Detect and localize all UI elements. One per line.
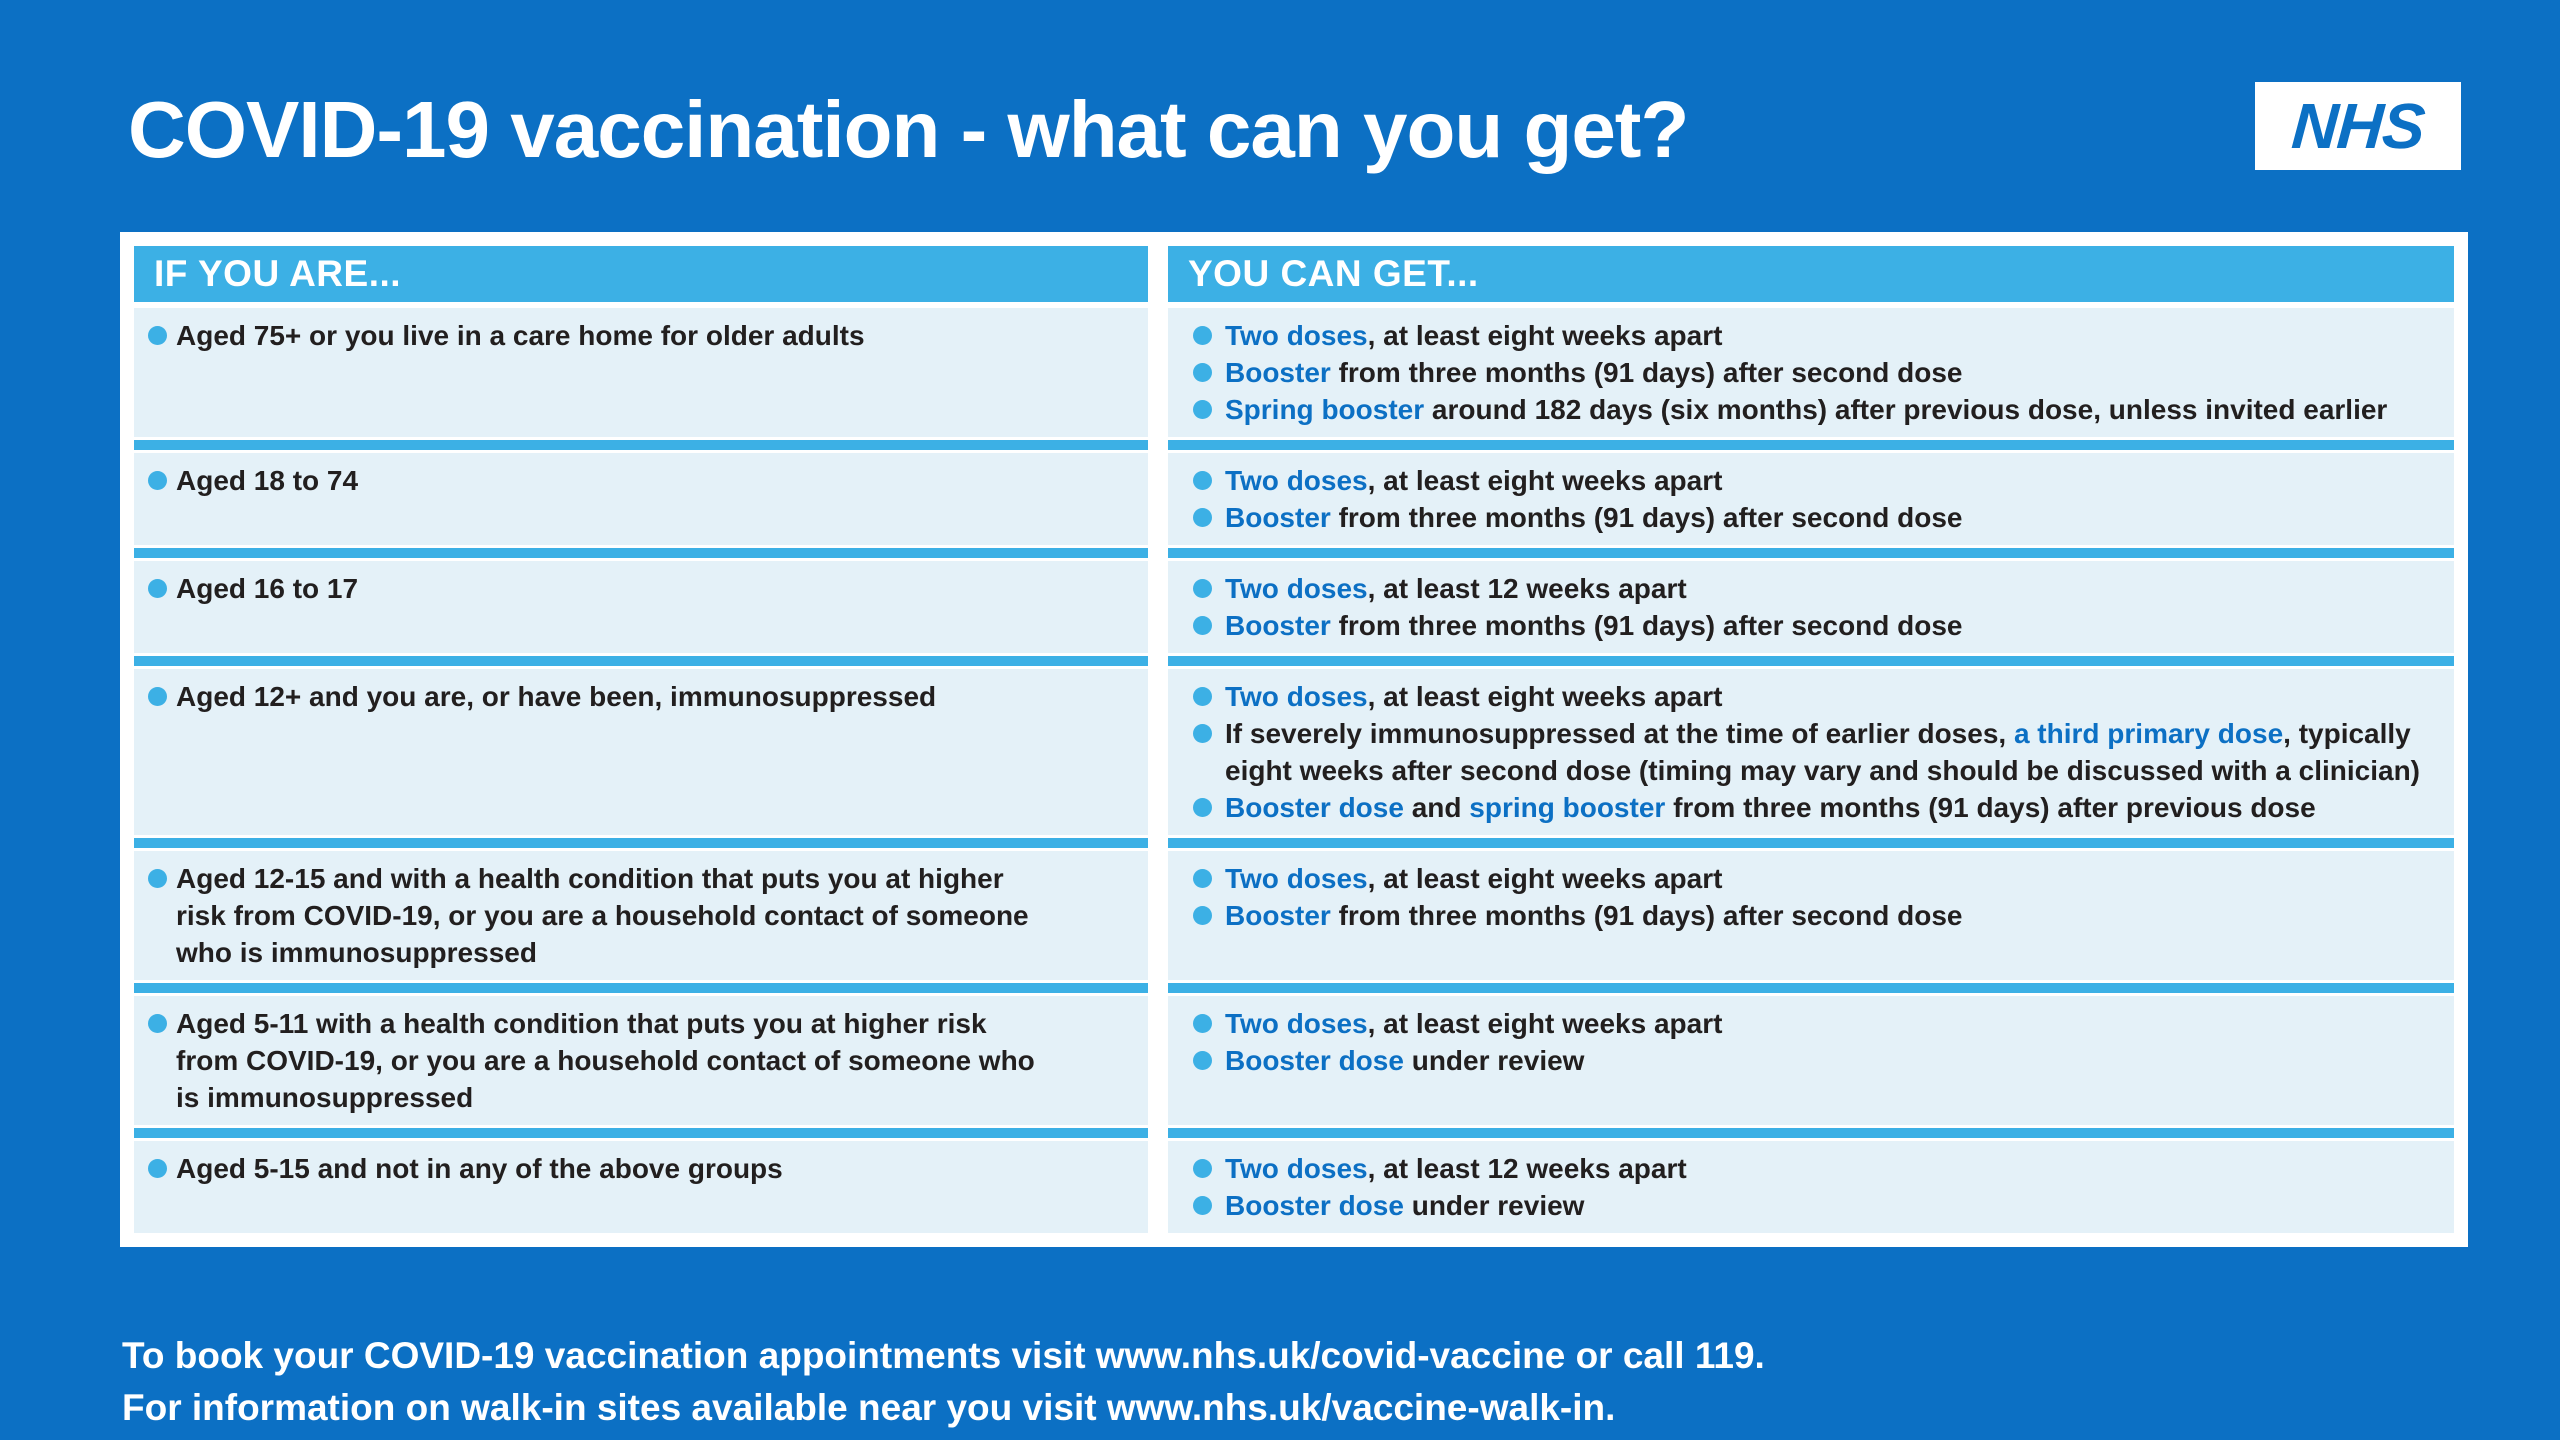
- if-you-are-list: [134, 570, 1132, 607]
- body-text: from three months (91 days) after second dose: [1330, 900, 1963, 931]
- separator-bar: [134, 656, 1148, 666]
- you-can-get-item: [1168, 1005, 2420, 1042]
- body-text: , at least eight weeks apart: [1367, 681, 1723, 712]
- highlight-text: Booster dose: [1225, 1190, 1404, 1221]
- you-can-get-item: [1168, 570, 2420, 607]
- body-text: from three months (91 days) after second dose: [1330, 502, 1963, 533]
- bullet-icon: [148, 1014, 167, 1033]
- highlight-text: Booster dose: [1225, 792, 1404, 823]
- if-you-are-list: [134, 1005, 1132, 1116]
- row-separator: [134, 653, 2454, 669]
- row-separator: [134, 980, 2454, 996]
- cell-if-you-are: [134, 669, 1148, 835]
- highlight-text: Booster: [1225, 357, 1331, 388]
- if-you-are-item: [134, 462, 1056, 499]
- bullet-icon: [1193, 579, 1212, 598]
- highlight-text: Two doses: [1225, 863, 1368, 894]
- you-can-get-list: [1168, 1150, 2438, 1224]
- table-row: [134, 996, 2454, 1125]
- if-you-are-text: Aged 16 to 17: [176, 573, 359, 604]
- separator-bar: [1168, 838, 2454, 848]
- highlight-text: Spring booster: [1225, 394, 1425, 425]
- body-text: , typically eight weeks after second dose (timing may vary and should be discussed with a clinician): [1225, 718, 2420, 786]
- you-can-get-item: [1168, 1042, 2420, 1079]
- highlight-text: Two doses: [1225, 1008, 1368, 1039]
- highlight-text: Two doses: [1225, 1153, 1368, 1184]
- you-can-get-item: [1168, 715, 2420, 789]
- bullet-icon: [148, 687, 167, 706]
- highlight-text: Booster: [1225, 900, 1331, 931]
- if-you-are-list: [134, 317, 1132, 354]
- cell-if-you-are: [134, 453, 1148, 545]
- bullet-icon: [1193, 1014, 1212, 1033]
- nhs-logo: [2255, 82, 2461, 170]
- column-header-if-you-are: IF YOU ARE...: [134, 246, 1148, 302]
- separator-bar: [134, 548, 1148, 558]
- cell-you-can-get: [1168, 996, 2454, 1125]
- separator-bar: [134, 983, 1148, 993]
- you-can-get-list: [1168, 317, 2438, 428]
- if-you-are-list: [134, 1150, 1132, 1187]
- if-you-are-text: Aged 12-15 and with a health condition that puts you at higher risk from COVID-19, or you are a household contact of someone who is immunosuppressed: [176, 863, 1029, 968]
- you-can-get-list: [1168, 462, 2438, 536]
- separator-bar: [134, 440, 1148, 450]
- column-header-you-can-get: YOU CAN GET...: [1168, 246, 2454, 302]
- bullet-icon: [1193, 724, 1212, 743]
- separator-bar: [134, 1128, 1148, 1138]
- if-you-are-text: Aged 75+ or you live in a care home for older adults: [176, 320, 865, 351]
- if-you-are-item: [134, 570, 1056, 607]
- table-row: [134, 1141, 2454, 1233]
- cell-you-can-get: [1168, 561, 2454, 653]
- if-you-are-item: [134, 1005, 1056, 1116]
- you-can-get-item: [1168, 789, 2420, 826]
- body-text: , at least eight weeks apart: [1367, 1008, 1723, 1039]
- highlight-text: Two doses: [1225, 573, 1368, 604]
- bullet-icon: [1193, 906, 1212, 925]
- you-can-get-item: [1168, 462, 2420, 499]
- cell-if-you-are: [134, 1141, 1148, 1233]
- highlight-text: Booster: [1225, 610, 1331, 641]
- if-you-are-list: [134, 860, 1132, 971]
- bullet-icon: [148, 579, 167, 598]
- body-text: , at least eight weeks apart: [1367, 320, 1723, 351]
- cell-if-you-are: [134, 851, 1148, 980]
- you-can-get-item: [1168, 499, 2420, 536]
- body-text: , at least eight weeks apart: [1367, 863, 1723, 894]
- row-separator: [134, 1125, 2454, 1141]
- row-separator: [134, 437, 2454, 453]
- if-you-are-item: [134, 678, 1056, 715]
- cell-if-you-are: [134, 308, 1148, 437]
- you-can-get-item: [1168, 391, 2420, 428]
- table-row: [134, 851, 2454, 980]
- you-can-get-item: [1168, 897, 2420, 934]
- cell-you-can-get: [1168, 1141, 2454, 1233]
- bullet-icon: [1193, 1051, 1212, 1070]
- highlight-text: Booster dose: [1225, 1045, 1404, 1076]
- body-text: If severely immunosuppressed at the time of earlier doses,: [1225, 718, 2014, 749]
- footer-line-booking: To book your COVID-19 vaccination appointments visit www.nhs.uk/covid-vaccine or call 119.: [122, 1335, 1765, 1376]
- bullet-icon: [1193, 798, 1212, 817]
- if-you-are-list: [134, 462, 1132, 499]
- you-can-get-list: [1168, 1005, 2438, 1079]
- cell-you-can-get: [1168, 669, 2454, 835]
- you-can-get-item: [1168, 317, 2420, 354]
- bullet-icon: [148, 471, 167, 490]
- body-text: , at least eight weeks apart: [1367, 465, 1723, 496]
- body-text: from three months (91 days) after second dose: [1330, 357, 1963, 388]
- body-text: around 182 days (six months) after previous dose, unless invited earlier: [1424, 394, 2388, 425]
- body-text: , at least 12 weeks apart: [1367, 573, 1687, 604]
- if-you-are-text: Aged 18 to 74: [176, 465, 359, 496]
- highlight-text: a third primary dose: [2013, 718, 2284, 749]
- table-row: [134, 669, 2454, 835]
- body-text: , at least 12 weeks apart: [1367, 1153, 1687, 1184]
- cell-if-you-are: [134, 561, 1148, 653]
- bullet-icon: [1193, 508, 1212, 527]
- page-title: COVID-19 vaccination - what can you get?: [128, 85, 1689, 174]
- if-you-are-item: [134, 317, 1056, 354]
- you-can-get-list: [1168, 860, 2438, 934]
- you-can-get-item: [1168, 678, 2420, 715]
- highlight-text: Two doses: [1225, 320, 1368, 351]
- table-row: [134, 308, 2454, 437]
- body-text: from three months (91 days) after previous dose: [1665, 792, 2316, 823]
- separator-bar: [1168, 1128, 2454, 1138]
- highlight-text: Booster: [1225, 502, 1331, 533]
- bullet-icon: [148, 869, 167, 888]
- cell-you-can-get: [1168, 308, 2454, 437]
- separator-bar: [1168, 440, 2454, 450]
- bullet-icon: [148, 1159, 167, 1178]
- if-you-are-text: Aged 5-11 with a health condition that puts you at higher risk from COVID-19, or you are a household contact of someone who is immunosuppressed: [176, 1008, 1035, 1113]
- nhs-logo-text: NHS: [2289, 90, 2427, 162]
- highlight-text: Two doses: [1225, 681, 1368, 712]
- bullet-icon: [1193, 616, 1212, 635]
- bullet-icon: [1193, 1196, 1212, 1215]
- you-can-get-item: [1168, 1150, 2420, 1187]
- if-you-are-item: [134, 860, 1056, 971]
- bullet-icon: [1193, 471, 1212, 490]
- if-you-are-text: Aged 12+ and you are, or have been, immunosuppressed: [176, 681, 937, 712]
- bullet-icon: [1193, 687, 1212, 706]
- if-you-are-text: Aged 5-15 and not in any of the above groups: [176, 1153, 783, 1184]
- you-can-get-item: [1168, 607, 2420, 644]
- if-you-are-item: [134, 1150, 1056, 1187]
- bullet-icon: [1193, 1159, 1212, 1178]
- you-can-get-item: [1168, 1187, 2420, 1224]
- cell-you-can-get: [1168, 851, 2454, 980]
- separator-bar: [1168, 656, 2454, 666]
- footer-line-walkin: For information on walk-in sites available near you visit www.nhs.uk/vaccine-walk-in.: [122, 1387, 1616, 1428]
- you-can-get-list: [1168, 570, 2438, 644]
- body-text: under review: [1403, 1190, 1585, 1221]
- vaccination-table: [120, 232, 2468, 1247]
- separator-bar: [1168, 983, 2454, 993]
- body-text: and: [1403, 792, 1470, 823]
- body-text: under review: [1403, 1045, 1585, 1076]
- cell-you-can-get: [1168, 453, 2454, 545]
- bullet-icon: [1193, 400, 1212, 419]
- table-row: [134, 453, 2454, 545]
- separator-bar: [1168, 548, 2454, 558]
- row-separator: [134, 545, 2454, 561]
- row-separator: [134, 835, 2454, 851]
- highlight-text: spring booster: [1469, 792, 1666, 823]
- table-row: [134, 561, 2454, 653]
- cell-if-you-are: [134, 996, 1148, 1125]
- you-can-get-item: [1168, 860, 2420, 897]
- separator-bar: [134, 838, 1148, 848]
- bullet-icon: [1193, 869, 1212, 888]
- if-you-are-list: [134, 678, 1132, 715]
- page-footer: [122, 1330, 1765, 1434]
- highlight-text: Two doses: [1225, 465, 1368, 496]
- table-body: [134, 308, 2454, 1233]
- table-header-row: [134, 246, 2454, 308]
- body-text: from three months (91 days) after second dose: [1330, 610, 1963, 641]
- bullet-icon: [1193, 326, 1212, 345]
- bullet-icon: [1193, 363, 1212, 382]
- you-can-get-list: [1168, 678, 2438, 826]
- you-can-get-item: [1168, 354, 2420, 391]
- bullet-icon: [148, 326, 167, 345]
